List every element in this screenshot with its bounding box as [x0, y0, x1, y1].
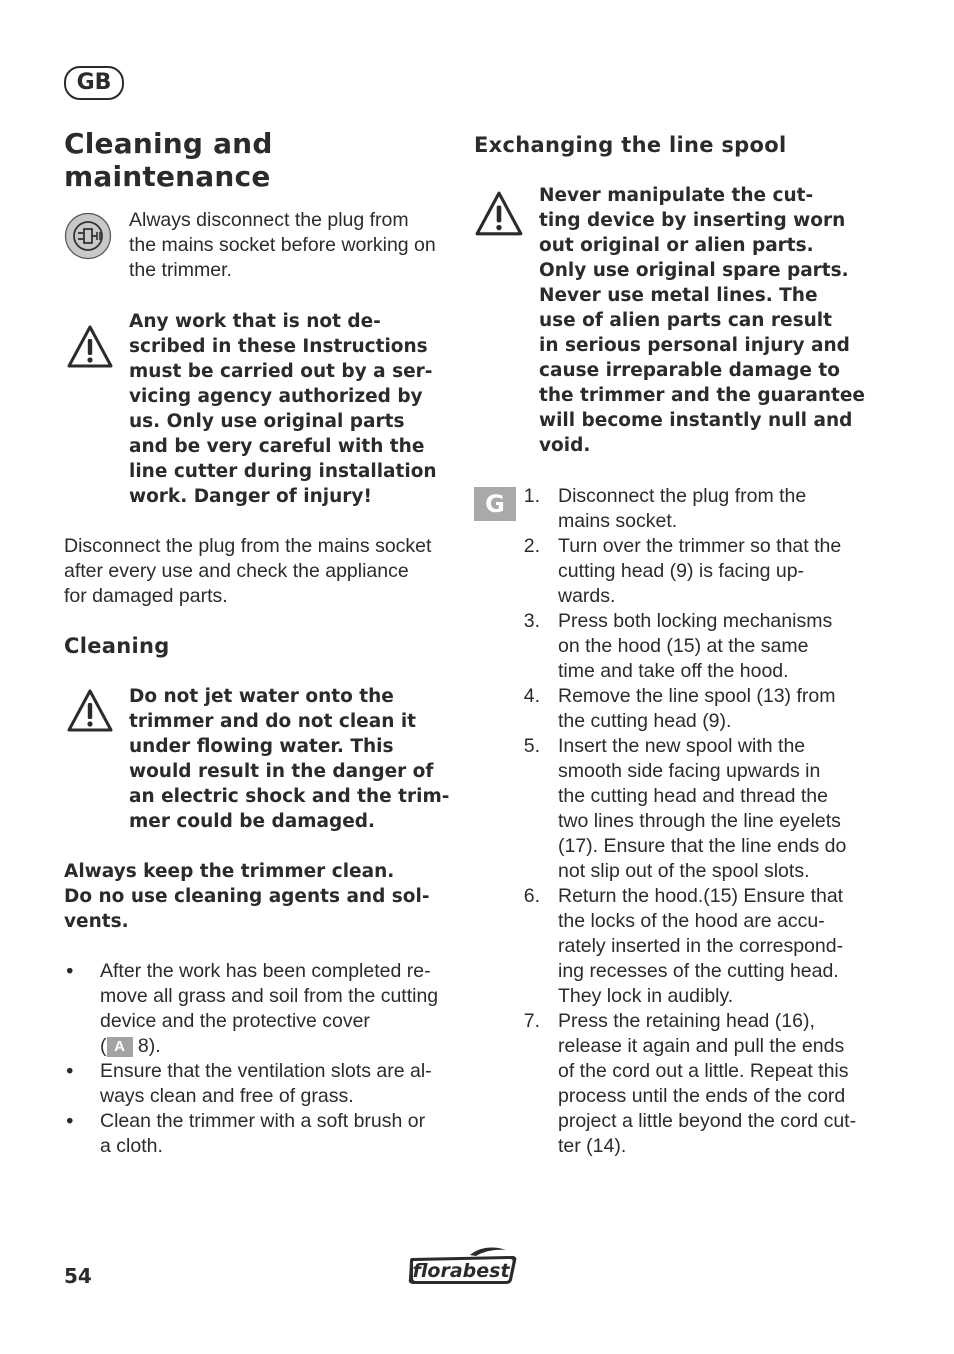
page-number: 54: [64, 1264, 92, 1288]
step-number: 5.: [523, 735, 540, 757]
bullet-item: Clean the trimmer with a soft brush or a cloth.: [100, 1110, 426, 1157]
language-badge: GB: [64, 66, 124, 100]
section-title: Cleaning and maintenance: [64, 127, 273, 193]
step-number: 7.: [523, 1010, 540, 1032]
exchange-heading: Exchanging the line spool: [474, 133, 787, 157]
figure-ref-badge: A: [107, 1037, 133, 1057]
unplug-icon: [64, 212, 112, 260]
step-text: Insert the new spool with the smooth side facing upwards in the cutting head and thread the two lines through the line eyelets (17). Ensure that the line ends do not slip out of the spool slots.: [558, 735, 847, 882]
step-number: 3.: [523, 610, 540, 632]
figure-ref-badge: G: [474, 487, 516, 521]
cleaning-heading: Cleaning: [64, 634, 170, 658]
step-text: Disconnect the plug from the mains socket.: [558, 485, 807, 532]
bullet-icon: •: [64, 1110, 76, 1133]
bullet-icon: •: [64, 1060, 76, 1083]
step-number: 6.: [523, 885, 540, 907]
step-number: 4.: [523, 685, 540, 707]
paragraph-after-use: Disconnect the plug from the mains socket after every use and check the appliance for damaged parts.: [64, 535, 432, 607]
plug-note: Always disconnect the plug from the mains socket before working on the trimmer.: [129, 209, 436, 281]
step-number: 2.: [523, 535, 540, 557]
bullet-item: After the work has been completed re- move all grass and soil from the cutting device and the protective cover ( A 8).: [100, 960, 439, 1057]
warning-text-water: Do not jet water onto the trimmer and do not clean it under flowing water. This would result in the danger of an electric shock and the trim- mer could be damaged.: [129, 686, 450, 832]
step-text: Press the retaining head (16), release it again and pull the ends of the cord out a little. Repeat this process until the ends of the cord project a little beyond the cord cut- ter (14).: [558, 1010, 857, 1157]
florabest-logo: [406, 1246, 518, 1288]
svg-text:florabest: florabest: [412, 1260, 510, 1282]
warning-text-service: Any work that is not de- scribed in these Instructions must be carried out by a ser- vicing agency authorized by us. Only use original parts and be very careful with the line cutter during installation work. Danger of injury!: [129, 311, 437, 507]
step-text: Return the hood.(15) Ensure that the locks of the hood are accu- rately inserted in the correspond- ing recesses of the cutting head. They lock in audibly.: [558, 885, 844, 1007]
warning-icon: [66, 688, 114, 734]
step-text: Press both locking mechanisms on the hood (15) at the same time and take off the hood.: [558, 610, 833, 682]
warning-icon: [66, 324, 114, 370]
step-text: Remove the line spool (13) from the cutting head (9).: [558, 685, 836, 732]
warning-icon: [474, 190, 524, 238]
bold-paragraph: Always keep the trimmer clean. Do no use cleaning agents and sol- vents.: [64, 861, 430, 932]
step-text: Turn over the trimmer so that the cutting head (9) is facing up- wards.: [558, 535, 842, 607]
step-number: 1.: [523, 485, 540, 507]
warning-text-parts: Never manipulate the cut- ting device by inserting worn out original or alien parts. Only use original spare parts. Never use metal lines. The use of alien parts can result in serious personal injury and cause irreparable damage to the trimmer and the guarantee will become instantly null and void.: [539, 185, 865, 456]
bullet-icon: •: [64, 960, 76, 983]
bullet-item: Ensure that the ventilation slots are al- ways clean and free of grass.: [100, 1060, 432, 1107]
